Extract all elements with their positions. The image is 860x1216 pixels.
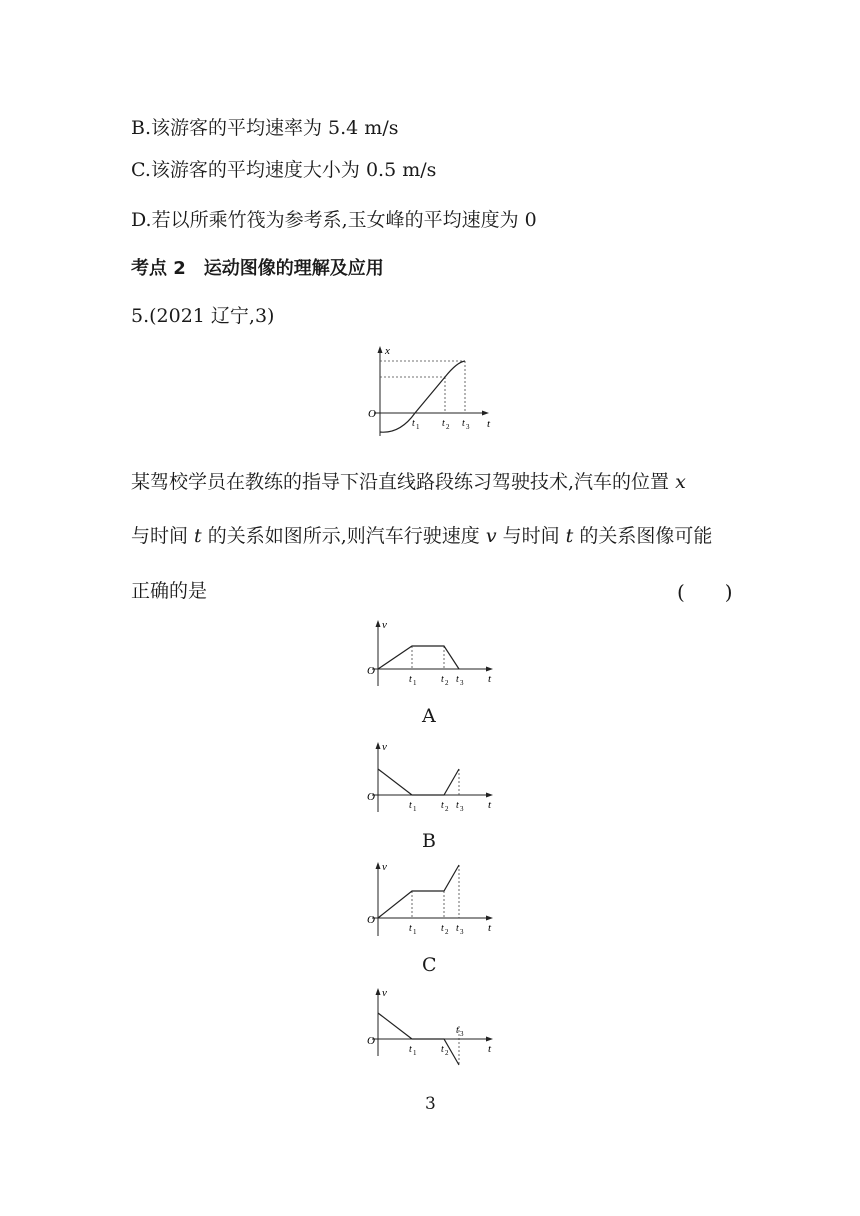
svg-text:t: t [488,922,492,934]
svg-text:v: v [382,619,387,631]
svg-text:t: t [412,418,415,429]
position-time-graph [360,340,500,440]
svg-text:1: 1 [416,423,420,431]
x-arrow [482,411,489,416]
svg-text:t: t [409,674,412,685]
svg-text:2: 2 [446,423,450,431]
svg-text:v: v [382,861,387,873]
svg-text:3: 3 [460,1030,464,1038]
svg-text:1: 1 [413,928,417,936]
svg-text:t: t [409,800,412,811]
question-line-3: 正确的是 [131,580,208,602]
answer-parentheses: ( ) [677,580,733,604]
choice-b-graph [360,736,505,816]
velocity-line-a [378,646,459,669]
svg-text:t: t [456,923,459,934]
svg-text:O: O [367,914,375,926]
choice-d-graph [360,982,505,1072]
svg-text:t: t [409,923,412,934]
choice-a-label: A [422,705,436,727]
svg-text:t: t [442,418,445,429]
page-number: 3 [425,1094,436,1114]
svg-text:t: t [441,674,444,685]
section-title: 考点 2 运动图像的理解及应用 [131,258,384,279]
option-b: B.该游客的平均速率为 5.4 m/s [131,117,399,139]
svg-text:t: t [409,1044,412,1055]
svg-text:v: v [382,741,387,753]
svg-text:3: 3 [466,423,470,431]
svg-text:t: t [456,800,459,811]
svg-text:2: 2 [445,805,449,813]
svg-text:2: 2 [445,1049,449,1057]
svg-text:t: t [441,800,444,811]
svg-text:2: 2 [445,928,449,936]
option-d: D.若以所乘竹筏为参考系,玉女峰的平均速度为 0 [131,209,537,231]
svg-text:t: t [441,923,444,934]
svg-text:t: t [462,418,465,429]
y-axis-label: x [385,345,390,357]
svg-text:t: t [456,674,459,685]
svg-text:t: t [488,673,492,685]
svg-text:O: O [367,791,375,803]
choice-c-label: C [422,954,437,976]
svg-text:t: t [441,1044,444,1055]
svg-text:O: O [367,1035,375,1047]
option-c: C.该游客的平均速度大小为 0.5 m/s [131,159,437,181]
question-line-2: 与时间 t 的关系如图所示,则汽车行驶速度 v 与时间 t 的关系图像可能 [131,525,713,547]
x-axis-label: t [487,418,491,430]
svg-text:O: O [367,665,375,677]
svg-text:3: 3 [460,928,464,936]
choice-b-label: B [422,830,436,852]
svg-text:v: v [382,987,387,999]
origin-label: O [368,408,376,420]
question-line-1: 某驾校学员在教练的指导下沿直线路段练习驾驶技术,汽车的位置 x [131,471,686,493]
y-arrow [378,346,383,353]
svg-text:1: 1 [413,805,417,813]
choice-c-graph [360,856,505,940]
velocity-line-c [378,865,459,918]
svg-text:3: 3 [460,805,464,813]
velocity-line-b [378,769,459,795]
question-number: 5.(2021 辽宁,3) [131,305,275,327]
svg-text:t: t [456,1025,459,1036]
svg-text:t: t [488,1043,492,1055]
svg-text:2: 2 [445,679,449,687]
position-curve [380,361,465,432]
svg-text:t: t [488,799,492,811]
svg-text:1: 1 [413,1049,417,1057]
svg-text:1: 1 [413,679,417,687]
svg-text:3: 3 [460,679,464,687]
choice-a-graph [360,612,505,692]
